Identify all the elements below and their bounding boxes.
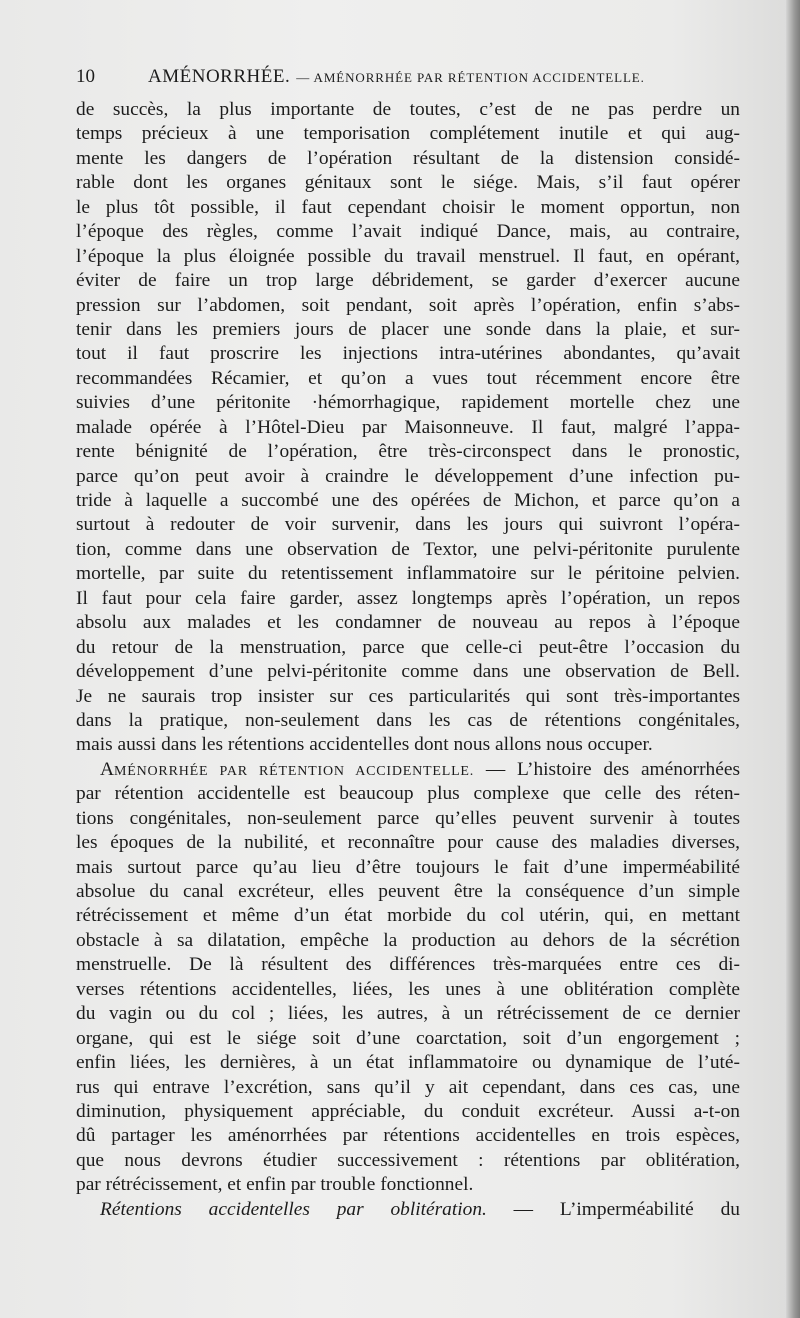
text-line: du vagin ou du col ; liées, les autres, à un rétrécissement de ce dernier [76, 1003, 740, 1025]
text-line: temps précieux à une temporisation complétement inutile et qui aug- [76, 123, 740, 145]
text-line: absolu aux malades et les condamner de nouveau au repos à l’époque [76, 612, 740, 634]
text-line: l’époque la plus éloignée possible du travail menstruel. Il faut, en opérant, [76, 245, 740, 267]
text-line: rétrécissement et même d’un état morbide du col utérin, qui, en mettant [76, 905, 740, 927]
text-line: par rétention accidentelle est beaucoup plus complexe que celle des réten- [76, 783, 740, 805]
text-line: dans la pratique, non-seulement dans les cas de rétentions congénitales, [76, 709, 740, 731]
text-line: les époques de la nubilité, et reconnaître pour cause des maladies diverses, [76, 832, 740, 854]
text-line: éviter de faire un trop large débridement, se garder d’exercer aucune [76, 270, 740, 292]
text-line: tenir dans les premiers jours de placer une sonde dans la plaie, et sur- [76, 318, 740, 340]
text-line: absolue du canal excréteur, elles peuvent être la conséquence d’un simple [76, 881, 740, 902]
running-header [76, 66, 740, 92]
running-title-sub: — AMÉNORRHÉE PAR RÉTENTION ACCIDENTELLE. [296, 70, 645, 85]
text-line: rable dont les organes génitaux sont le siége. Mais, s’il faut opérer [76, 172, 740, 194]
text-line: tout il faut proscrire les injections intra-utérines abondantes, qu’avait [76, 343, 740, 365]
text-line: que nous devrons étudier successivement : rétentions par oblitération, [76, 1149, 740, 1171]
text-line: pression sur l’abdomen, soit pendant, soit après l’opération, enfin s’abs- [76, 294, 740, 316]
text-line: Il faut pour cela faire garder, assez longtemps après l’opération, un repos [76, 587, 740, 609]
page-number: 10 [76, 66, 95, 87]
section-heading-cap: A [100, 758, 115, 780]
text-line: de succès, la plus importante de toutes, c’est de ne pas perdre un [76, 99, 740, 120]
text-line: tions congénitales, non-seulement parce qu’elles peuvent survenir à toutes [76, 807, 740, 829]
text-line: obstacle à sa dilatation, empêche la production au dehors de la sécrétion [76, 929, 740, 951]
text-line: mente les dangers de l’opération résultant de la distension considé- [76, 147, 740, 169]
section-heading-smallcaps: MÉNORRHÉE PAR RÉTENTION ACCIDENTELLE. [114, 763, 475, 779]
page-edge-shadow [786, 0, 800, 1318]
text-line: enfin liées, les dernières, à un état inflammatoire ou dynamique de l’uté- [76, 1052, 740, 1074]
text-line: verses rétentions accidentelles, liées, les unes à une oblitération complète [76, 978, 740, 1000]
text-line: du retour de la menstruation, parce que celle-ci peut-être l’occasion du [76, 636, 740, 658]
text-line: tride à laquelle a succombé une des opérées de Michon, et parce qu’on a [76, 490, 740, 511]
section-heading-line [76, 758, 740, 782]
text-line: organe, qui est le siége soit d’une coarctation, soit d’un engorgement ; [76, 1027, 740, 1049]
text-line: menstruelle. De là résultent des différences très-marquées entre ces di- [76, 954, 740, 976]
text-line: recommandées Récamier, et qu’on a vues tout récemment encore être [76, 367, 740, 389]
text-line: mais surtout parce qu’au lieu d’être toujours le fait d’une imperméabilité [76, 856, 740, 878]
running-title [148, 66, 645, 88]
running-title-main: AMÉNORRHÉE. [148, 66, 291, 87]
text-line: Je ne saurais trop insister sur ces particularités qui sont très-importantes [76, 685, 740, 707]
text-line: diminution, physiquement appréciable, du conduit excréteur. Aussi a-t-on [76, 1100, 740, 1122]
paragraph-1 [76, 98, 740, 758]
text-line: malade opérée à l’Hôtel-Dieu par Maisonneuve. Il faut, malgré l’appa- [76, 416, 740, 438]
text-line: dû partager les aménorrhées par rétentions accidentelles en trois espèces, [76, 1125, 740, 1147]
section-heading [100, 758, 475, 780]
section-heading-rest: — L’histoire des aménorrhées [474, 758, 740, 780]
subsection-heading-line [76, 1198, 740, 1222]
text-line: l’époque des règles, comme l’avait indiqué Dance, mais, au contraire, [76, 221, 740, 243]
text-line: mortelle, par suite du retentissement inflammatoire sur le péritoine pelvien. [76, 563, 740, 585]
subsection-rest: — L’imperméabilité du [486, 1198, 740, 1220]
text-line: rus qui entrave l’excrétion, sans qu’il y ait cependant, dans ces cas, une [76, 1076, 740, 1098]
text-line: tion, comme dans une observation de Textor, une pelvi-péritonite purulente [76, 538, 740, 560]
text-line: suivies d’une péritonite ·hémorrhagique, rapidement mortelle chez une [76, 392, 740, 414]
text-line: développement d’une pelvi-péritonite comme dans une observation de Bell. [76, 661, 740, 683]
body-text [76, 98, 740, 1222]
text-line: parce qu’on peut avoir à craindre le développement d’une infection pu- [76, 465, 740, 487]
text-line: mais aussi dans les rétentions accidentelles dont nous allons nous occuper. [76, 734, 653, 756]
text-line: rente bénignité de l’opération, être très-circonspect dans le pronostic, [76, 441, 740, 463]
paragraph-2 [76, 782, 740, 1197]
text-line: par rétrécissement, et enfin par trouble fonctionnel. [76, 1174, 474, 1196]
subsection-heading: Rétentions accidentelles par oblitération. [100, 1198, 487, 1220]
text-line: surtout à redouter de voir survenir, dans les jours qui suivront l’opéra- [76, 514, 740, 536]
text-line: le plus tôt possible, il faut cependant choisir le moment opportun, non [76, 196, 740, 218]
